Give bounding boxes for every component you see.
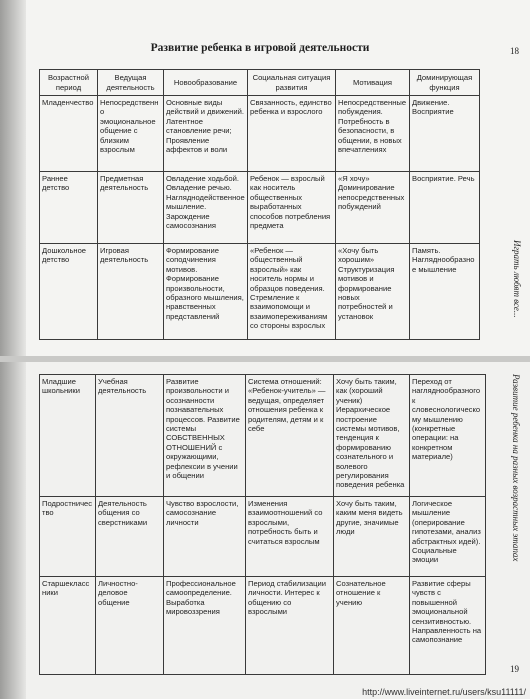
column-header: Новообразование [164, 70, 248, 96]
page-title: Развитие ребенка в игровой деятельности [150, 42, 370, 54]
table-cell: Предметная деятельность [98, 172, 164, 244]
table-cell: Младенчество [40, 96, 98, 172]
table-cell: Изменения взаимоотношений со взрослыми, потребность быть и считаться взрослым [246, 497, 334, 577]
table-cell: Старшеклассники [40, 577, 96, 675]
running-head-top: Играть любят все... [512, 240, 522, 318]
table-cell: «Хочу быть хорошим» Структуризация мотивов и формирование новых потребностей и установок [336, 244, 410, 340]
table-row [40, 172, 480, 244]
table-cell: «Ребенок — общественный взрослый» как носитель нормы и образцов поведения. Стремление к взаимопомощи и взаимопереживаниям со стороны взрослых [248, 244, 336, 340]
column-header: Социальная ситуация развития [248, 70, 336, 96]
table-row [40, 497, 486, 577]
table-cell: Основные виды действий и движений. Латентное становление речи; Проявление аффектов и воли [164, 96, 248, 172]
table-cell: Подростничество [40, 497, 96, 577]
table-cell: Непосредственные побуждения. Потребность в безопасности, в общении, в новых впечатлениях [336, 96, 410, 172]
table-cell: Период стабилизации личности. Интерес к общению со взрослыми [246, 577, 334, 675]
table-cell: Учебная деятельность [96, 375, 164, 497]
table-cell: Ребенок — взрослый как носитель общественных выработанных способов потребления предмета [248, 172, 336, 244]
table-cell: Игровая деятельность [98, 244, 164, 340]
table-cell: Раннее детство [40, 172, 98, 244]
table-cell: «Я хочу» Доминирование непосредственных побуждений [336, 172, 410, 244]
table-header-row [40, 70, 480, 96]
page-gutter [0, 362, 26, 699]
column-header: Ведущая деятельность [98, 70, 164, 96]
table-cell: Развитие сферы чувств с повышенной эмоциональной сензитивностью. Направленность на самопознание [410, 577, 486, 675]
table-cell: Деятельность общения со сверстниками [96, 497, 164, 577]
table-cell: Движение. Восприятие [410, 96, 480, 172]
column-header: Мотивация [336, 70, 410, 96]
table-cell: Развитие произвольности и осознанности познавательных процессов. Развитие системы СОБСТВЕННЫХ ОТНОШЕНИЙ с окружающими, рефлексии в учении и общении [164, 375, 246, 497]
table-cell: Непосредственно эмоциональное общение с близким взрослым [98, 96, 164, 172]
running-head-bottom: Развитие ребенка на разных возрастных этапах [511, 374, 521, 562]
table-row [40, 375, 486, 497]
table-cell: Сознательное отношение к учению [334, 577, 410, 675]
table-cell: Профессиональное самоопределение. Выработка мировоззрения [164, 577, 246, 675]
book-page-bottom [0, 362, 530, 699]
development-table-bottom [39, 374, 486, 675]
page-gutter [0, 0, 26, 356]
table-cell: Дошкольное детство [40, 244, 98, 340]
table-cell: Овладение ходьбой. Овладение речью. Нагляднодейственное мышление. Зарождение самосознания [164, 172, 248, 244]
table-cell: Формирование соподчинения мотивов. Формирование произвольности, образного мышления, нравственных представлений [164, 244, 248, 340]
development-table-top [39, 69, 480, 340]
table-cell: Переход от нагляднообразного к словеснологическому мышлению (конкретные операции: на конкретном материале) [410, 375, 486, 497]
watermark-url: http://www.liveinternet.ru/users/ksu11111/ [362, 687, 526, 697]
table-cell: Логическое мышление (оперирование гипотезами, анализ абстрактных идей). Социальные эмоции [410, 497, 486, 577]
page-number-19: 19 [510, 664, 519, 674]
column-header: Возрастной период [40, 70, 98, 96]
table-row [40, 577, 486, 675]
table-cell: Личностно-деловое общение [96, 577, 164, 675]
table-cell: Память. Нагляднообразное мышление [410, 244, 480, 340]
table-cell: Система отношений: «Ребенок-учитель» — ведущая, определяет отношения ребенка к родителям, детям и к себе [246, 375, 334, 497]
table-cell: Хочу быть таким, каким меня видеть другие, значимые люди [334, 497, 410, 577]
table-row [40, 96, 480, 172]
table-cell: Младшие школьники [40, 375, 96, 497]
table-row [40, 244, 480, 340]
table-cell: Восприятие. Речь [410, 172, 480, 244]
table-cell: Хочу быть таким, как (хороший ученик) Иерархическое построение системы мотивов, тенденция к формированию сознательного и волевого регулирования поведения ребенка [334, 375, 410, 497]
page-number-18: 18 [510, 46, 519, 56]
table-cell: Чувство взрослости, самосознание личности [164, 497, 246, 577]
table-cell: Связанность, единство ребенка и взрослого [248, 96, 336, 172]
column-header: Доминирующая функция [410, 70, 480, 96]
